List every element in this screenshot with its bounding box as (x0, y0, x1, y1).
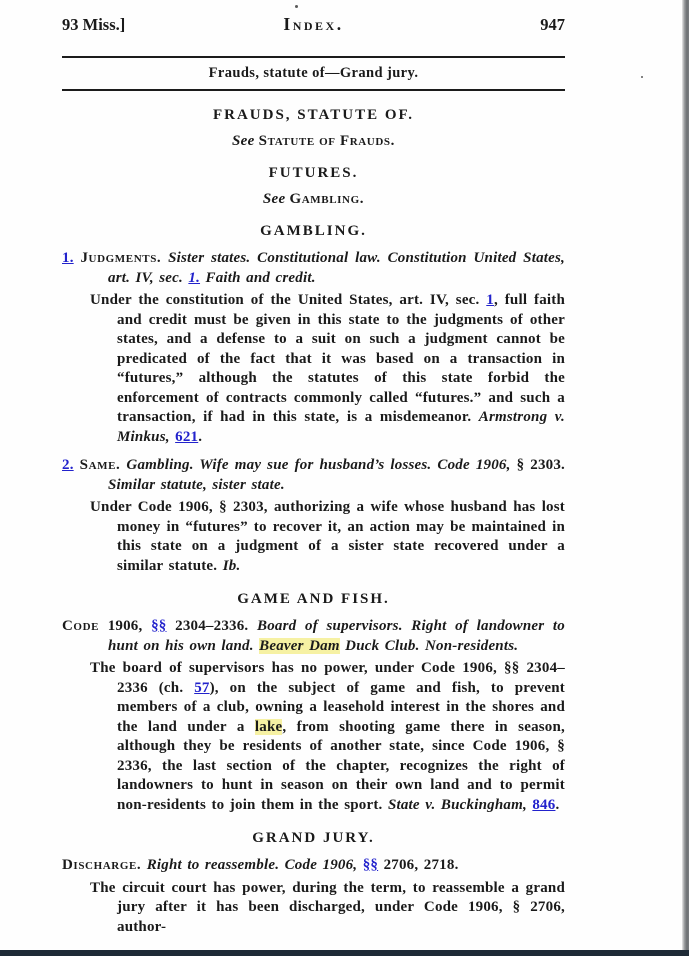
index-section (62, 591, 565, 815)
page-link[interactable]: §§ (362, 857, 379, 873)
text-segment: Gambling. Wife may sue for husband’s losses. Code 1906, (126, 457, 511, 473)
text-segment: Statute of Frauds. (258, 133, 395, 149)
text-segment: . (555, 796, 560, 813)
page-number: 947 (540, 15, 565, 34)
index-title: Index. (283, 14, 344, 34)
entry-headnote (62, 856, 565, 876)
text-segment: Judgments. (80, 250, 162, 266)
section-heading: GAMBLING. (260, 223, 367, 239)
search-highlight: lake (254, 718, 283, 735)
entry-headnote (62, 456, 565, 495)
running-head: Frauds, statute of—Grand jury. (208, 65, 419, 81)
page-link[interactable]: 2. (62, 457, 74, 473)
cross-reference (62, 133, 565, 150)
text-segment: See (232, 133, 259, 149)
scan-speck (641, 76, 643, 78)
index-content (62, 107, 565, 937)
index-section (62, 107, 565, 150)
entry-body (90, 879, 565, 938)
text-segment: State v. Buckingham, (387, 796, 527, 813)
volume-label: 93 Miss.] (62, 15, 126, 34)
section-heading: FUTURES. (268, 165, 359, 181)
index-section (62, 165, 565, 208)
text-segment: 2304–2336. (166, 618, 258, 634)
text-segment: See (262, 191, 290, 207)
text-segment: Armstrong v. Minkus, (117, 409, 566, 445)
section-heading: GRAND JURY. (252, 830, 375, 846)
text-segment: Duck Club. Non-residents. (339, 637, 519, 654)
page-link[interactable]: 1. (62, 250, 74, 266)
section-heading: GAME AND FISH. (237, 591, 390, 607)
page-link[interactable]: 621 (175, 428, 199, 445)
index-section (62, 223, 565, 576)
text-segment: , full faith and credit must be given in this state to the judgments of other states, and a defense to a suit on such a judgment cannot be predicated of the fact that it was based on a transaction in “futures,” although the statutes of this state forbid the enforcement of contracts commonly called “futures.” and such a transaction, if had in this state, is a misdemeanor. (117, 292, 565, 425)
index-section (62, 830, 565, 937)
section-heading: FRAUDS, STATUTE OF. (212, 107, 415, 123)
text-segment: ), on the subject of game and fish, to prevent members of a club, owning a leasehold interest in the shores and the land under a (117, 679, 565, 735)
text-segment: Same. (79, 457, 121, 473)
entry-headnote (62, 617, 565, 656)
text-segment: Board of supervisors. Right of landowner to hunt on his own land. (108, 618, 565, 654)
page-link[interactable]: 1. (188, 269, 201, 286)
text-segment: Sister states. Constitutional law. Constitution United States, art. IV, sec. (108, 250, 565, 286)
page-link[interactable]: 57 (194, 679, 210, 696)
entry-headnote (62, 249, 565, 288)
text-column (62, 0, 565, 937)
header-rule-top (62, 56, 565, 58)
viewer-bottom-bar (0, 950, 689, 956)
page-link[interactable]: §§ (151, 618, 167, 634)
text-segment: . (198, 428, 203, 445)
text-segment: Ib. (222, 557, 241, 574)
text-segment: Discharge. (62, 857, 142, 873)
text-segment: Under Code 1906, § 2303, authorizing a wife whose husband has lost money in “futures” to recover it, an action may be maintained in this state on a judgment of a sister state recovered under a similar statute. (90, 499, 565, 574)
text-segment: Under the constitution of the United States, art. IV, sec. (90, 292, 487, 308)
text-segment: § 2303. (510, 457, 566, 473)
page-link[interactable]: 1 (486, 292, 494, 308)
page-link[interactable]: 846 (532, 796, 556, 813)
search-highlight: Beaver Dam (259, 637, 340, 654)
text-segment: Gambling. (289, 191, 365, 207)
cross-reference (62, 191, 565, 208)
text-segment: Code (62, 618, 100, 634)
text-segment: The board of supervisors has no power, under Code 1906, §§ 2304–2336 (ch. (90, 660, 565, 696)
page-edge-strip (682, 0, 689, 956)
entry-body (90, 291, 565, 447)
text-segment: , from shooting game there in season, although they be residents of another state, since Code 1906, § 2336, the last section of the chapter, recognizes the right of landowners to hunt in season on their own land and to permit non-residents to join them in the sport. (117, 718, 565, 813)
text-segment: The circuit court has power, during the term, to reassemble a grand jury after it has been discharged, under Code 1906, § 2706, author- (90, 879, 565, 935)
entry-body (90, 659, 565, 815)
text-segment: Right to reassemble. Code 1906, (146, 857, 358, 873)
header-rule-bottom (62, 89, 565, 91)
text-segment: Faith and credit. (205, 269, 316, 286)
page-header (62, 15, 565, 37)
entry-body (90, 498, 565, 576)
text-segment: 2706, 2718. (378, 857, 459, 873)
text-segment: 1906, (99, 618, 152, 634)
text-segment: Similar statute, sister state. (108, 476, 285, 493)
